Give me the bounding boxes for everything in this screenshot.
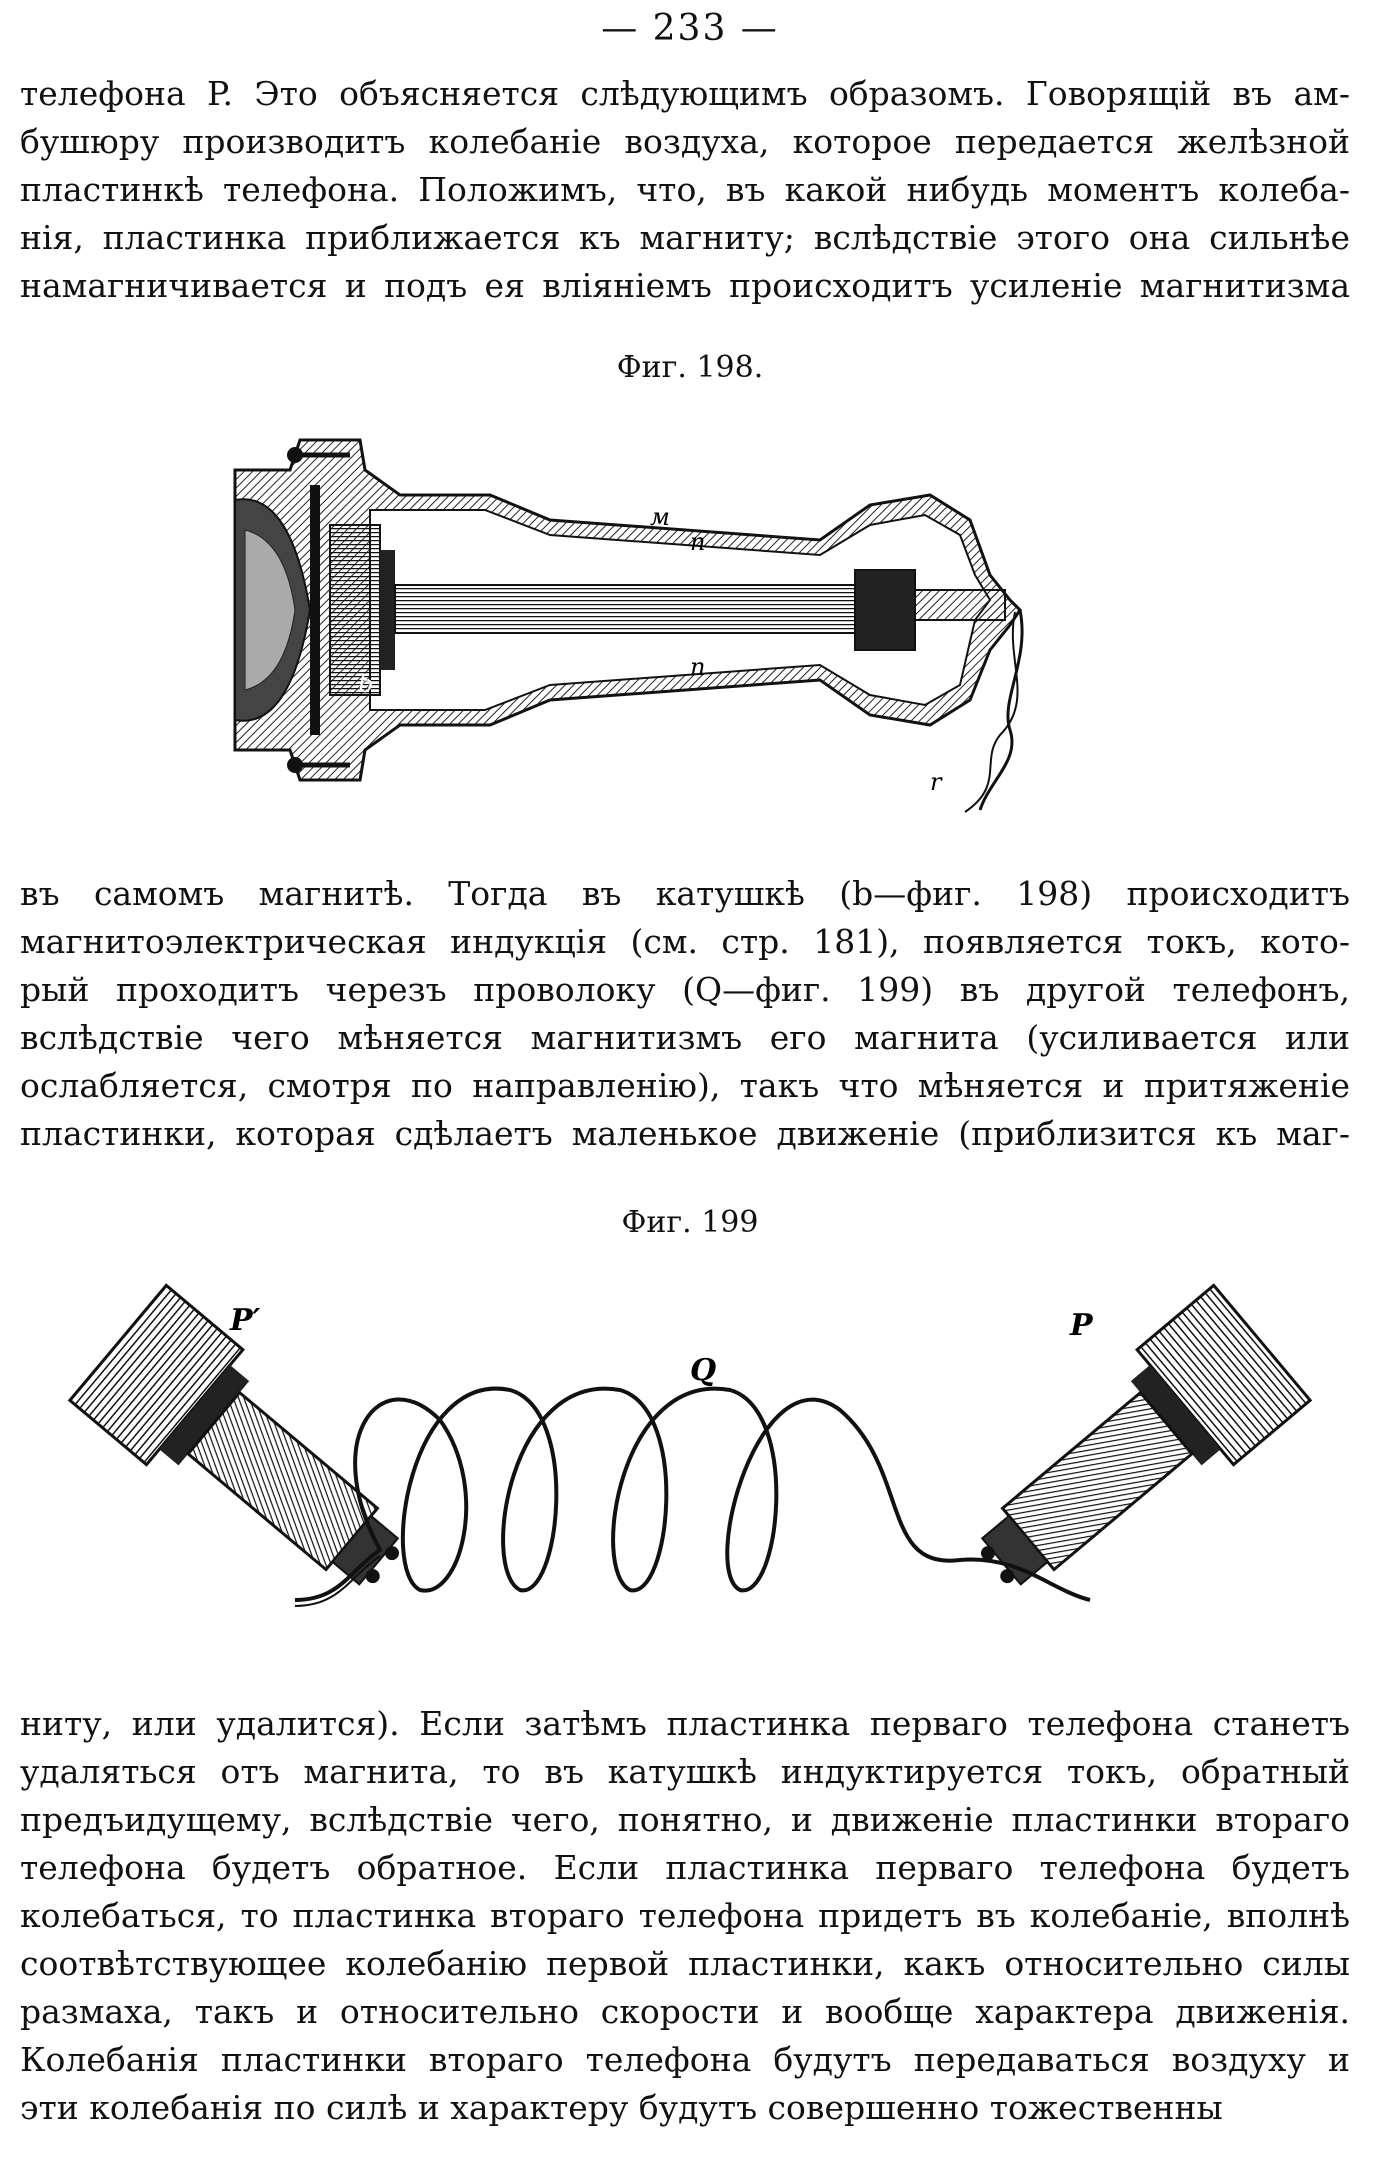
text-line: рый проходитъ черезъ проволоку (Q—фиг. 199) въ другой телефонъ,	[20, 970, 1350, 1009]
label-p-prime: P′	[230, 1303, 261, 1338]
text-line: ниту, или удалится). Если затѣмъ пластинка перваго телефона станетъ	[20, 1704, 1350, 1743]
figure-198	[230, 400, 1130, 820]
text-line: магнитоэлектрическая индукція (см. стр. 181), появляется токъ, кото-	[20, 922, 1350, 961]
telephone-right	[944, 1285, 1310, 1626]
text-line: эти колебанія по силѣ и характеру будутъ совершенно тожественны	[20, 2088, 1223, 2127]
text-line: ослабляется, смотря по направленію), такъ что мѣняется и притяженіе	[20, 1066, 1350, 1105]
text-line: колебаться, то пластинка втораго телефона придетъ въ колебаніе, вполнѣ	[20, 1896, 1350, 1935]
paragraph-2	[20, 870, 1350, 1158]
text-line: телефона P. Это объясняется слѣдующимъ образомъ. Говорящій въ ам-	[20, 74, 1350, 113]
label-n-bottom: n	[690, 653, 706, 681]
text-line: предъидущему, вслѣдствіе чего, понятно, и движеніе пластинки втораго	[20, 1800, 1350, 1839]
two-telephones-diagram	[60, 1270, 1320, 1650]
label-p: P	[1070, 1308, 1093, 1343]
text-line: телефона будетъ обратное. Если пластинка перваго телефона будетъ	[20, 1848, 1350, 1887]
label-q: Q	[690, 1353, 717, 1388]
text-line: пластинкѣ телефона. Положимъ, что, въ какой нибудь моментъ колеба-	[20, 170, 1350, 209]
paragraph-1	[20, 70, 1350, 310]
text-line: Колебанія пластинки втораго телефона будутъ передаваться воздуху и	[20, 2040, 1350, 2079]
figure-198-caption: Фиг. 198.	[616, 350, 764, 385]
text-line: пластинки, которая сдѣлаетъ маленькое движеніе (приблизится къ маг-	[20, 1114, 1350, 1153]
figure-199	[60, 1270, 1320, 1650]
text-line: намагничивается и подъ ея вліяніемъ происходитъ усиленіе магнитизма	[20, 266, 1350, 305]
figure-199-caption: Фиг. 199	[621, 1205, 759, 1240]
label-b: b	[358, 670, 374, 698]
label-m: м	[650, 503, 670, 531]
text-line: вслѣдствіе чего мѣняется магнитизмъ его магнита (усиливается или	[20, 1018, 1350, 1057]
text-line: нія, пластинка приближается къ магниту; вслѣдствіе этого она сильнѣе	[20, 218, 1350, 257]
text-line: удаляться отъ магнита, то въ катушкѣ индуктируется токъ, обратный	[20, 1752, 1350, 1791]
text-line: соотвѣтствующее колебанію первой пластинки, какъ относительно силы	[20, 1944, 1350, 1983]
text-line: размаха, такъ и относительно скорости и вообще характера движенія.	[20, 1992, 1350, 2031]
label-n-top: n	[690, 528, 706, 556]
paragraph-3	[20, 1700, 1350, 2132]
telephone-cross-section-diagram	[230, 400, 1130, 820]
label-r: r	[930, 768, 942, 796]
text-line: бушюру производитъ колебаніе воздуха, которое передается желѣзной	[20, 122, 1350, 161]
text-line: въ самомъ магнитѣ. Тогда въ катушкѣ (b—фиг. 198) происходитъ	[20, 874, 1350, 913]
page-number: — 233 —	[601, 8, 779, 49]
